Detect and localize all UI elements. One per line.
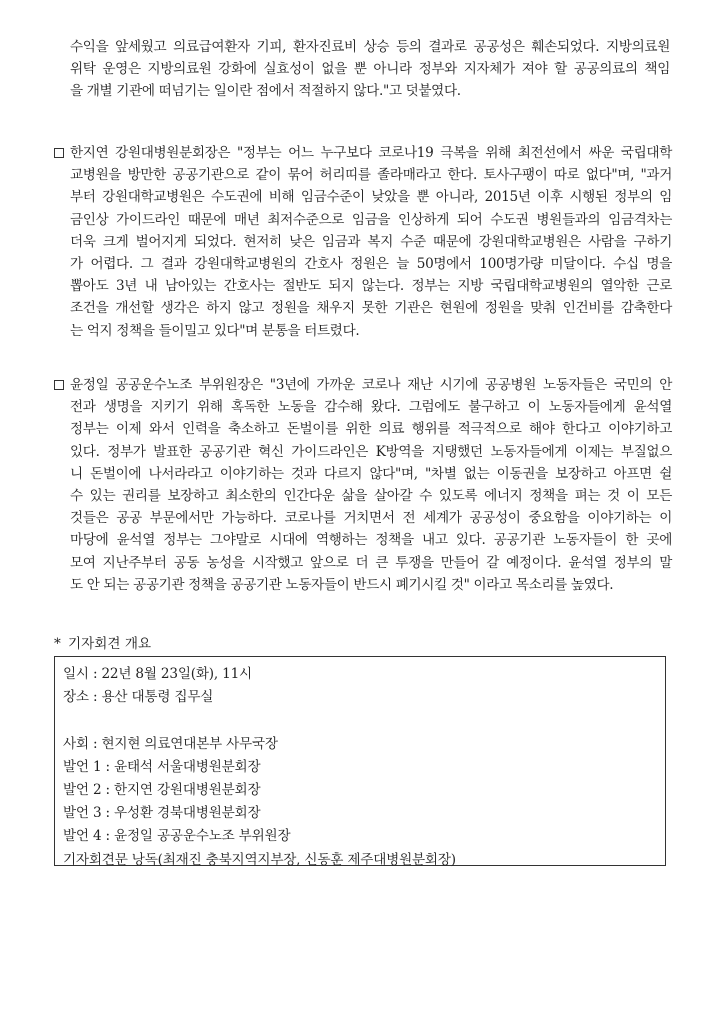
paragraph-line: 을 개별 기관에 떠넘기는 일이란 점에서 적절하지 않다."고 덧붙였다. [70, 83, 461, 100]
bullet-square-icon [54, 148, 64, 158]
info-row-speaker-4: 발언 4 : 윤정일 공공운수노조 부위원장 [63, 828, 291, 845]
paragraph-line: 뽑아도 3년 내 남아있는 간호사는 절반도 되지 않는다. 정부는 지방 국립대학교병원의 열악한 근로 [70, 278, 672, 295]
paragraph-line: 마당에 윤석열 정부는 그야말로 시대에 역행하는 정책을 내고 있다. 공공기관 노동자들이 한 곳에 [70, 532, 672, 549]
paragraph-line: 정부는 이제 와서 인력을 축소하고 돈벌이를 위한 의료 행위를 적극적으로 해야 한다고 이야기하고 [70, 421, 672, 438]
paragraph-line: 모여 지난주부터 공동 농성을 시작했고 앞으로 더 큰 투쟁을 만들어 갈 예정이다. 윤석열 정부의 말 [70, 554, 672, 571]
asterisk-marker: * [54, 636, 61, 652]
paragraph-line: 더욱 크게 벌어지게 되었다. 현저히 낮은 임금과 복지 수준 때문에 강원대학교병원은 사람을 구하기 [70, 233, 672, 250]
info-row-location: 장소 : 용산 대통령 집무실 [63, 689, 214, 706]
info-row-speaker-2: 발언 2 : 한지연 강원대병원분회장 [63, 781, 261, 798]
paragraph-line: 한지연 강원대병원분회장은 "정부는 어느 누구보다 코로나19 극복을 위해 최전선에서 싸운 국립대학 [70, 145, 672, 161]
paragraph-line: 도 안 되는 공공기관 정책을 공공기관 노동자들이 반드시 폐기시킬 것" 이라고 목소리를 높였다. [70, 576, 614, 593]
info-row-speaker-1: 발언 1 : 윤태석 서울대병원분회장 [63, 758, 261, 775]
bullet-square-icon [54, 380, 64, 390]
press-note-title: 기자회견 개요 [68, 636, 152, 652]
paragraph-line: 금인상 가이드라인 때문에 매년 최저수준으로 임금을 인상하게 되어 수도권 병원들과의 임금격차는 [70, 211, 672, 228]
info-row-statement: 기자회견문 낭독(최재진 충북지역지부장, 신동훈 제주대병원분회장) [63, 851, 456, 868]
paragraph-line: 가 어렵다. 그 결과 강원대학교병원의 간호사 정원은 늘 50명에서 100명가량 미달이다. 수십 명을 [70, 256, 672, 273]
paragraph-line: 수 있는 권리를 보장하고 최소한의 인간다운 삶을 살아갈 수 있도록 에너지 정책을 펴는 것 이 모든 [70, 488, 672, 505]
press-note-heading [54, 634, 151, 654]
paragraph-line: 교병원을 방만한 공공기관으로 같이 묶어 허리띠를 졸라매라고 한다. 토사구팽이 따로 없다"며, "과거 [70, 167, 672, 184]
paragraph-han-jiyeon [54, 142, 672, 342]
info-row-blank [63, 709, 665, 732]
paragraph-line: 수익을 앞세웠고 의료급여환자 기피, 환자진료비 상승 등의 결과로 공공성은 훼손되었다. 지방의료원 [70, 39, 670, 55]
press-info-box [54, 656, 666, 866]
paragraph-line: 는 억지 정책을 들이밀고 있다"며 분통을 터트렸다. [70, 322, 360, 339]
paragraph-yoon-jeongil [54, 374, 672, 596]
paragraph-line: 조건을 개선할 생각은 하지 않고 정원을 채우지 못한 기관은 현원에 정원을 맞춰 인건비를 감축한다 [70, 300, 672, 317]
paragraph-line: 위탁 운영은 지방의료원 강화에 실효성이 없을 뿐 아니라 정부와 지자체가 져야 할 공공의료의 책임 [70, 61, 670, 78]
paragraph-line: 것들은 공공 부문에서만 가능하다. 코로나를 거치면서 전 세계가 공공성이 중요함을 이야기하는 이 [70, 510, 672, 527]
paragraph-line: 부터 강원대학교병원은 수도권에 비해 임금수준이 낮았을 뿐 아니라, 2015년 이후 시행된 정부의 임 [70, 189, 672, 206]
info-row-date: 일시 : 22년 8월 23일(화), 11시 [63, 666, 252, 682]
paragraph-line: 니 돈벌이에 나서라라고 이야기하는 것과 다르지 않다"며, "차별 없는 이동권을 보장하고 아프면 쉴 [70, 465, 672, 482]
info-row-host: 사회 : 현지현 의료연대본부 사무국장 [63, 735, 278, 752]
intro-paragraph [70, 36, 670, 103]
paragraph-line: 윤정일 공공운수노조 부위원장은 "3년에 가까운 코로나 재난 시기에 공공병원 노동자들은 국민의 안 [70, 377, 672, 393]
info-row-speaker-3: 발언 3 : 우성환 경북대병원분회장 [63, 805, 261, 822]
paragraph-line: 있다. 정부가 발표한 공공기관 혁신 가이드라인은 K방역을 지탱했던 노동자들에게 이제는 부질없으 [70, 443, 672, 460]
paragraph-line: 전과 생명을 지키기 위해 혹독한 노동을 감수해 왔다. 그럼에도 불구하고 이 노동자들에게 윤석열 [70, 399, 672, 416]
